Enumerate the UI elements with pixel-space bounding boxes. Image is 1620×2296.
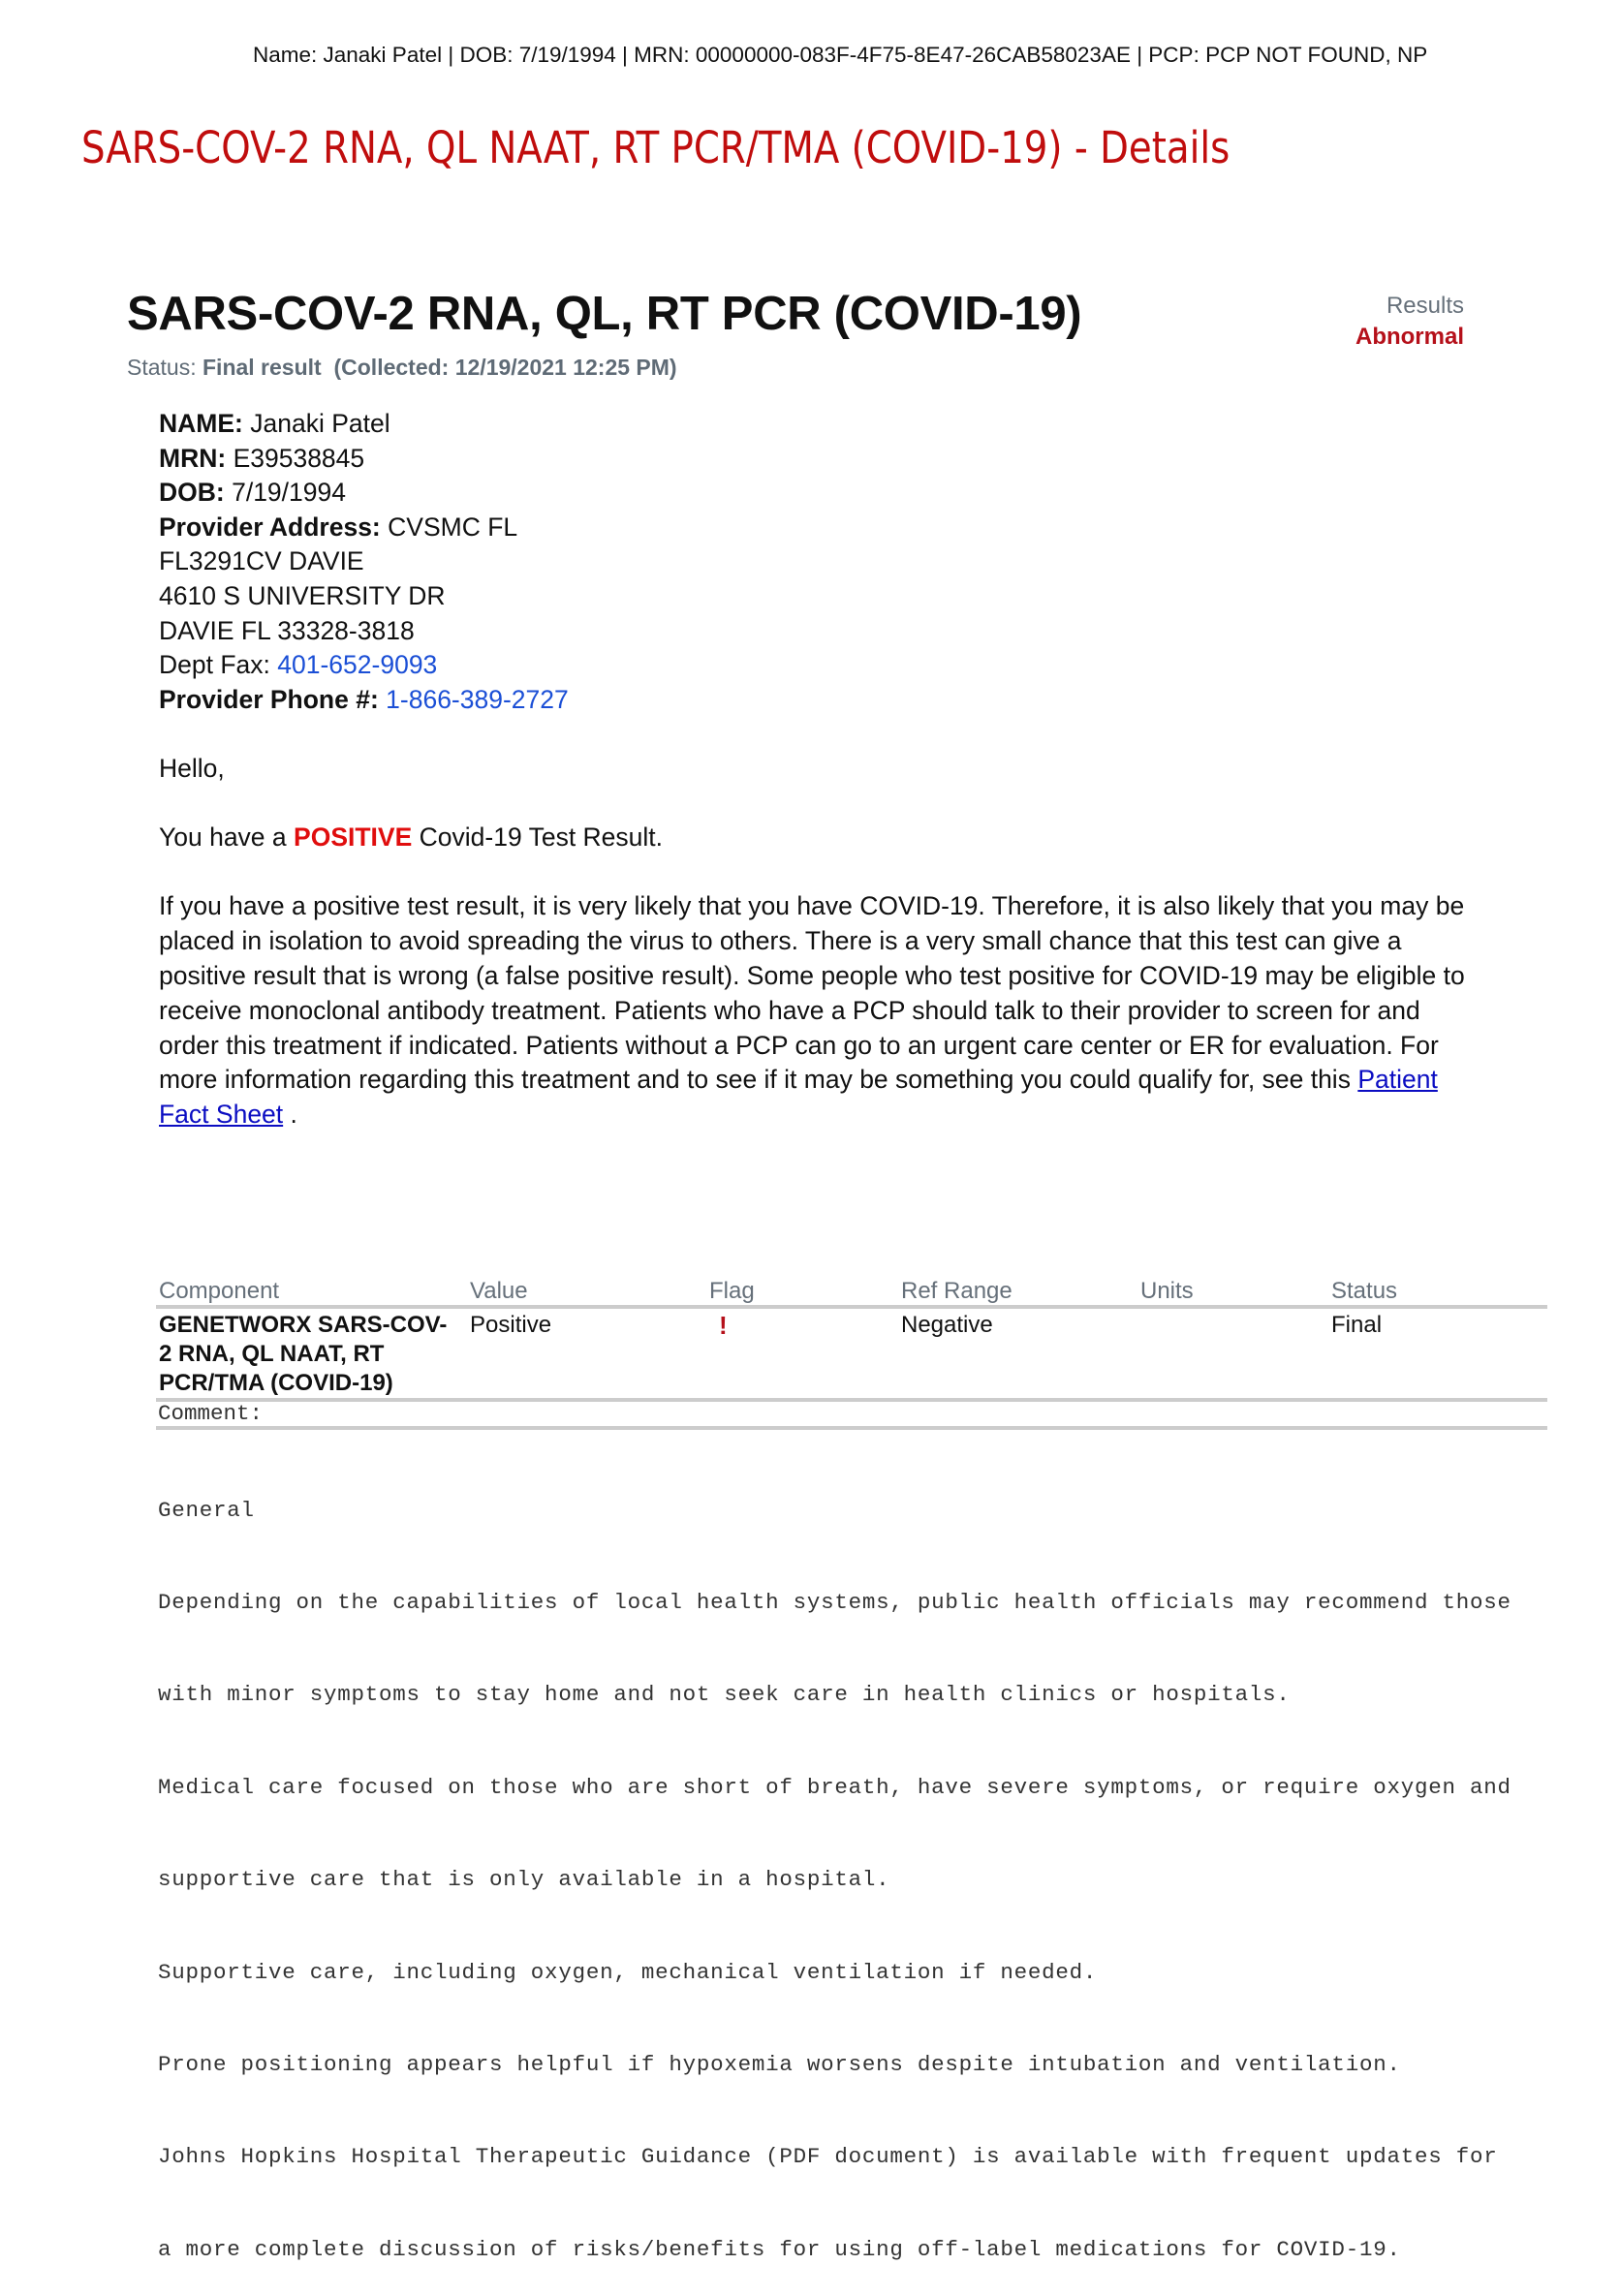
header-units: Units xyxy=(1137,1277,1328,1307)
info-paragraph-text: If you have a positive test result, it is very likely that you have COVID-19. Therefore, it is also likely that you may be placed in isolation to avoid spreading the virus to others. There is a very small chance that this test can give a positive result that is wrong (a false positive result). Some people who test positive for COVID-19 may be eligible to receive monoclonal antibody treatment. Patients who have a PCP should talk to their provider to screen for and order this treatment if indicated. Patients without a PCP can go to an urgent care center or ER for evaluation. For more information regarding this treatment and to see if it may be something you could qualify for, see this xyxy=(159,891,1465,1095)
comment-line: a more complete discussion of risks/benefits for using off-label medications for COVID-19. xyxy=(158,2236,1401,2262)
comment-line: with minor symptoms to stay home and not seek care in health clinics or hospitals. xyxy=(158,1682,1291,1708)
header-value: Value xyxy=(467,1277,706,1307)
component-results-table xyxy=(156,1277,1547,1402)
patient-info-bar: Name: Janaki Patel | DOB: 7/19/1994 | MRN: 00000000-083F-4F75-8E47-26CAB58023AE | PCP: PCP NOT FOUND, NP xyxy=(253,43,1428,67)
comment-line: General xyxy=(158,1497,255,1523)
dob-value: 7/19/1994 xyxy=(232,478,346,508)
header-status: Status xyxy=(1328,1277,1547,1307)
comment-line: supportive care that is only available in a hospital. xyxy=(158,1867,890,1893)
cell-value: Positive xyxy=(467,1307,706,1400)
cell-component: GENETWORX SARS-COV-2 RNA, QL NAAT, RT PCR/TMA (COVID-19) xyxy=(156,1307,467,1400)
table-row xyxy=(156,1307,1547,1400)
patient-fact-sheet-link[interactable]: Patient Fact Sheet xyxy=(159,1065,1438,1130)
comment-label: Comment: xyxy=(158,1401,264,1426)
address-line: DAVIE FL 33328-3818 xyxy=(159,615,415,645)
cell-flag xyxy=(706,1307,898,1400)
exclamation-icon: ! xyxy=(719,1311,728,1340)
info-paragraph xyxy=(159,889,1467,1132)
status-label: Status: xyxy=(127,355,197,380)
header-flag: Flag xyxy=(706,1277,898,1307)
table-header-row xyxy=(156,1277,1547,1307)
dob-label: DOB: xyxy=(159,478,225,508)
comment-line: Medical care focused on those who are short of breath, have severe symptoms, or require oxygen and xyxy=(158,1774,1511,1800)
spacer xyxy=(159,717,1467,752)
cell-units xyxy=(1137,1307,1328,1400)
result-title: SARS-COV-2 RNA, QL, RT PCR (COVID-19) xyxy=(127,288,1082,340)
cell-status: Final xyxy=(1328,1307,1547,1400)
name-value: Janaki Patel xyxy=(250,409,390,438)
page-title: SARS-COV-2 RNA, QL NAAT, RT PCR/TMA (COVID-19) - Details xyxy=(81,122,1231,173)
comment-line: Depending on the capabilities of local health systems, public health officials may recommend those xyxy=(158,1589,1511,1615)
comment-line: Prone positioning appears helpful if hypoxemia worsens despite intubation and ventilation. xyxy=(158,2051,1401,2077)
address-line: FL3291CV DAVIE xyxy=(159,546,364,576)
mrn-label: MRN: xyxy=(159,443,227,473)
result-statement xyxy=(159,821,1467,855)
header-ref-range: Ref Range xyxy=(898,1277,1137,1307)
name-label: NAME: xyxy=(159,409,243,438)
name-row xyxy=(159,407,1467,442)
results-abnormal-badge: Abnormal xyxy=(1355,324,1464,350)
positive-result-text: POSITIVE xyxy=(294,822,413,853)
greeting: Hello, xyxy=(159,753,225,783)
phone-label: Provider Phone #: xyxy=(159,684,379,714)
results-summary xyxy=(1355,293,1464,351)
dob-row xyxy=(159,476,1467,511)
address-line: 4610 S UNIVERSITY DR xyxy=(159,580,446,610)
result-letter xyxy=(159,407,1467,1132)
spacer xyxy=(159,855,1467,890)
phone-link[interactable]: 1-866-389-2727 xyxy=(386,684,569,714)
address-row xyxy=(159,511,1467,545)
header-component: Component xyxy=(156,1277,467,1307)
comment-divider xyxy=(156,1426,1547,1430)
fax-row xyxy=(159,648,1467,683)
mrn-value: E39538845 xyxy=(233,443,365,473)
result-prefix: You have a xyxy=(159,822,287,853)
paragraph-end: . xyxy=(283,1100,297,1130)
fax-link[interactable]: 401-652-9093 xyxy=(277,650,438,680)
result-suffix: Covid-19 Test Result. xyxy=(419,822,664,853)
address-label: Provider Address: xyxy=(159,512,381,542)
mrn-row xyxy=(159,442,1467,477)
status-line xyxy=(127,355,1464,381)
result-header xyxy=(127,287,1464,381)
fax-label: Dept Fax: xyxy=(159,650,270,680)
cell-ref-range: Negative xyxy=(898,1307,1137,1400)
comment-body xyxy=(158,1434,1553,2296)
comment-line: Supportive care, including oxygen, mechanical ventilation if needed. xyxy=(158,1959,1098,1985)
status-value: Final result xyxy=(202,355,322,380)
comment-line: Johns Hopkins Hospital Therapeutic Guidance (PDF document) is available with frequent updates for xyxy=(158,2144,1498,2170)
address-line: CVSMC FL xyxy=(388,512,518,542)
collected-date: (Collected: 12/19/2021 12:25 PM) xyxy=(333,355,677,380)
spacer xyxy=(159,787,1467,822)
results-label: Results xyxy=(1386,293,1464,319)
phone-row xyxy=(159,683,1467,718)
